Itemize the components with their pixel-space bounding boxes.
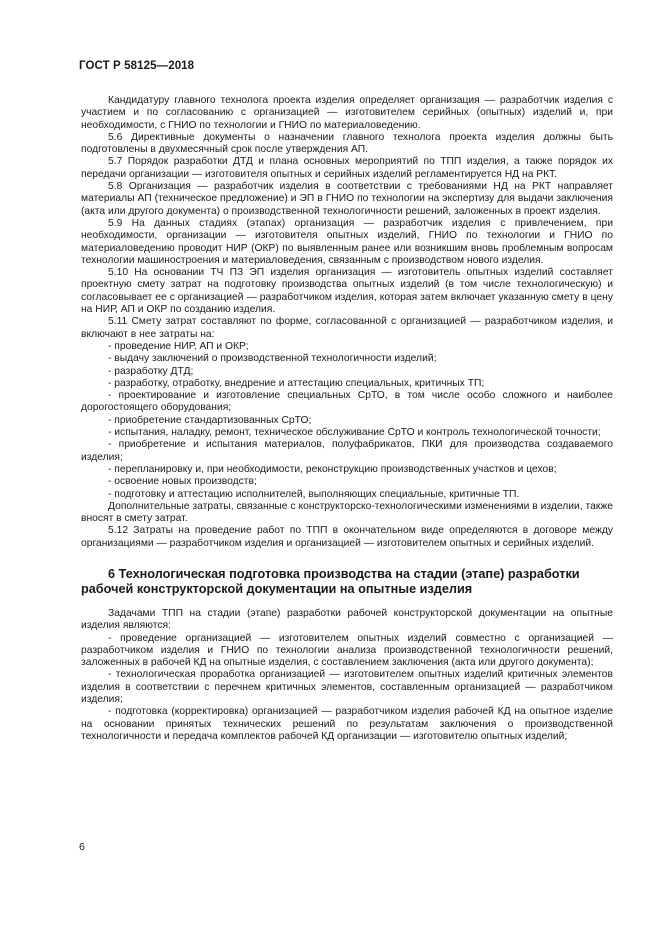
cost-list-item: - приобретение и испытания материалов, полуфабрикатов, ПКИ для производства создаваемого изделия;	[81, 439, 613, 463]
cost-list-item: - разработку, отработку, внедрение и аттестацию специальных, критичных ТП;	[108, 377, 485, 389]
paragraph-5-9: 5.9 На данных стадиях (этапах) организация — разработчик изделия с привлечением, при необходимости, организации — изготовителя опытных изделий, ГНИО по технологии и ГНИО по материаловедению проводит НИР (ОКР) по выявленным ранее или возникшим вновь проблемным вопросам технологии машиностроения и материаловедения, связанным с производством нового изделия.	[81, 217, 613, 266]
cost-list-item: - приобретение стандартизованных СрТО;	[108, 414, 312, 426]
page-number: 6	[79, 841, 85, 853]
standard-header: ГОСТ Р 58125—2018	[79, 60, 195, 72]
paragraph-chief-technologist: Кандидатуру главного технолога проекта изделия определяет организация — разработчик изделия с участием и по согласованию с организацией — изготовителем серийных (опытных) изделий и, при необходимости, с ГНИО по технологии и ГНИО по материаловедению.	[81, 95, 613, 131]
cost-list-item: - перепланировку и, при необходимости, реконструкцию производственных участков и цехов;	[108, 463, 557, 475]
cost-list-item: - освоение новых производств;	[108, 476, 257, 488]
paragraph-5-12: 5.12 Затраты на проведение работ по ТПП в окончательном виде определяются в договоре между организациями — разработчиком изделия и организацией — изготовителем опытных и серийных изделий.	[81, 525, 613, 549]
cost-list-item: - испытания, наладку, ремонт, техническое обслуживание СрТО и контроль технологической точности;	[108, 427, 601, 439]
section-6-intro: Задачами ТПП на стадии (этапе) разработки рабочей конструкторской документации на опытные изделия являются:	[81, 607, 613, 632]
cost-list-item: - выдачу заключений о производственной технологичности изделий;	[108, 353, 437, 365]
task-list-item: - технологическая проработка организацией — изготовителем опытных изделий критичных элементов изделия в соответствии с перечнем критичных элементов, составленным организацией — разработчиком изделия;	[81, 669, 613, 706]
task-list-item: - подготовка (корректировка) организацией — разработчиком изделия рабочей КД на опытное изделие на основании принятых технических решений по результатам заключения о производственной технологичности и передача комплектов рабочей КД организации — изготовителю опытных изделий;	[81, 706, 613, 742]
paragraph-5-10: 5.10 На основании ТЧ ПЗ ЭП изделия организация — изготовитель опытных изделий составляет проектную смету затрат на подготовку производства опытных изделий (в том числе технологическую) и согласовывает ее с организацией — разработчиком изделия, которая затем включает указанную смету в цену на НИР, АП и ОКР по созданию изделия.	[81, 267, 613, 316]
cost-list-item: - разработку ДТД;	[108, 365, 194, 377]
paragraph-additional-costs: Дополнительные затраты, связанные с конструкторско-технологическими изменениями в изделии, также вносят в смету затрат.	[81, 500, 613, 525]
task-list-item: - проведение организацией — изготовителем опытных изделий совместно с организацией — разработчиком изделия и ГНИО по технологии анализа производственной технологичности решений, заложенных в рабочей КД на опытные изделия, с составлением заключения (акта или другого документа);	[81, 632, 613, 669]
paragraph-5-6: 5.6 Директивные документы о назначении главного технолога проекта изделия должны быть подготовлены в двухмесячный срок после утверждения АП.	[81, 131, 613, 156]
cost-list-item: - подготовку и аттестацию исполнителей, выполняющих специальные, критичные ТП.	[108, 488, 520, 500]
section-6-heading: 6 Технологическая подготовка производства на стадии (этапе) разработки рабочей конструкторской документации на опытные изделия	[81, 566, 580, 596]
cost-list-item: - проектирование и изготовление специальных СрТО, в том числе особо сложного и наиболее дорогостоящего оборудования;	[81, 390, 613, 414]
paragraph-5-8: 5.8 Организация — разработчик изделия в соответствии с требованиями НД на РКТ направляет материалы АП (техническое предложение) и ЭП в ГНИО по технологии на экспертизу для выдачи заключения (акта или другого документа) о производственной технологичности решений, заложенных в проект изделия.	[81, 181, 613, 217]
document-body	[81, 95, 613, 743]
paragraph-5-7: 5.7 Порядок разработки ДТД и плана основных мероприятий по ТПП изделия, а также порядок их передачи организации — изготовителя опытных и серийных изделий регламентируется НД на РКТ.	[81, 156, 613, 180]
paragraph-5-11: 5.11 Смету затрат составляют по форме, согласованной с организацией — разработчиком изделия, и включают в нее затраты на:	[81, 316, 613, 340]
cost-list-item: - проведение НИР, АП и ОКР;	[108, 340, 249, 352]
